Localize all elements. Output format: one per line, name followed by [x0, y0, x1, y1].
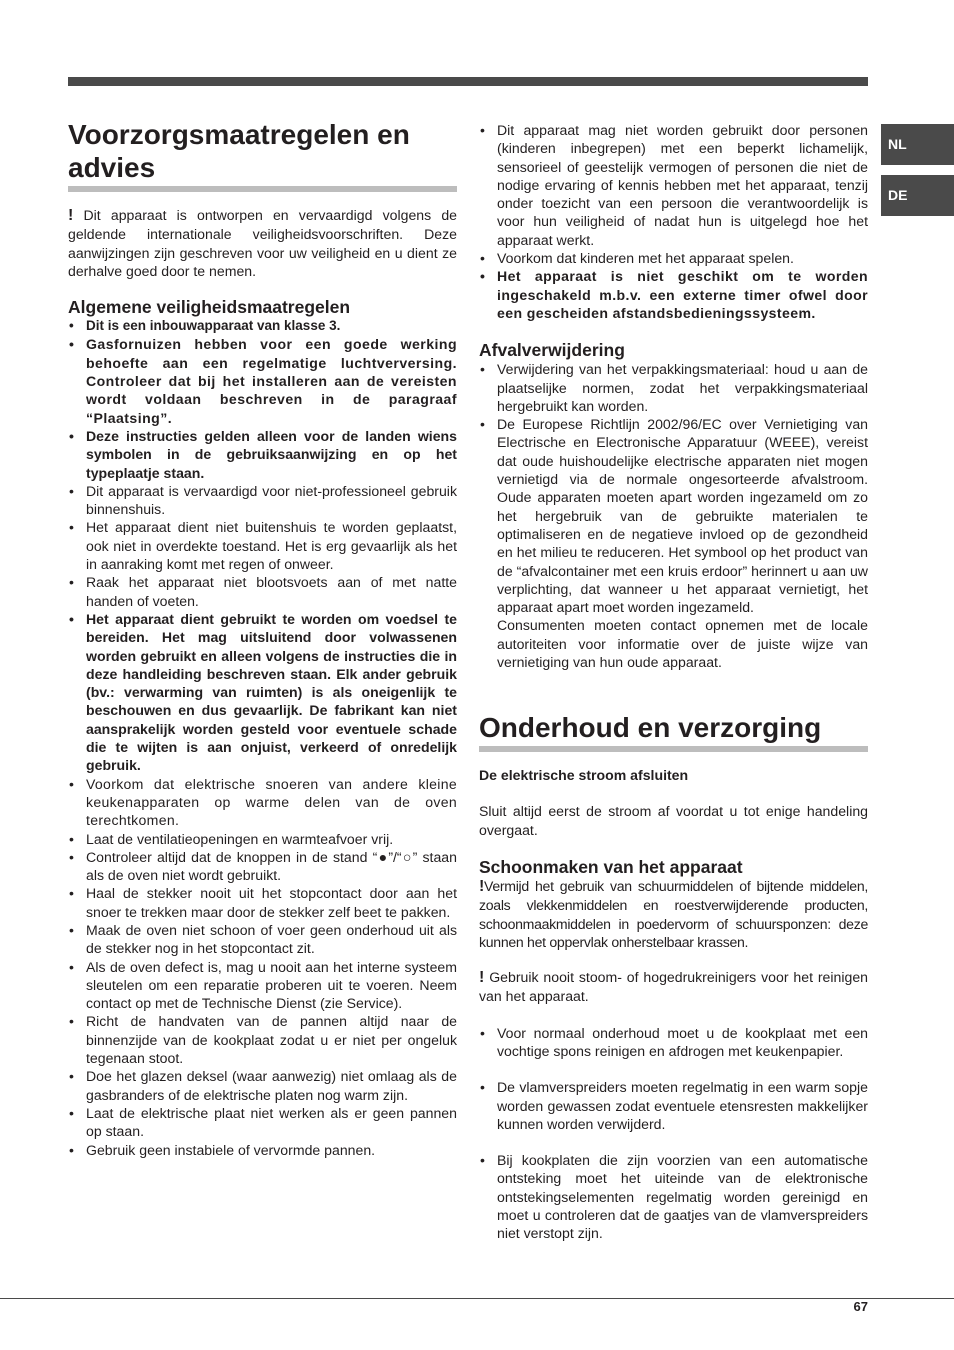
list-item: • Dit apparaat is vervaardigd voor niet-professioneel gebruik binnenshuis.	[68, 482, 457, 519]
list-item: • Raak het apparaat niet blootsvoets aan of met natte handen of voeten.	[68, 573, 457, 610]
list-item: • Het apparaat dient gebruikt te worden om voedsel te bereiden. Het mag uitsluitend door volwassenen worden gebruikt en alleen volgens de instructies die in deze handleiding beschreven staan. Elk ander gebruik (bv.: verwarming van ruimten) is als oneigenlijk te beschouwen en dus gevaarlijk. De fabrikant kan niet aansprakelijk worden gesteld voor eventuele schade die te wijten is aan onjuist, verkeerd of onredelijk gebruik.	[68, 610, 457, 775]
disposal-heading: Afvalverwijdering	[479, 340, 625, 361]
safety-intro: ! Dit apparaat is ontworpen en vervaardigd volgens de geldende internationale veiligheidsvoorschriften. Deze aanwijzingen zijn geschreven voor uw veiligheid en u dient ze derhalve goed door te nemen.	[68, 207, 457, 279]
list-item: • Gebruik geen instabiele of vervormde pannen.	[68, 1141, 457, 1159]
list-item: • Controleer altijd dat de knoppen in de stand “●”/“○” staan als de oven niet wordt gebruikt.	[68, 848, 457, 885]
list-item: • Gasfornuizen hebben voor een goede werking behoefte aan een regelmatige luchtverversing. Controleer dat bij het installeren aan de vereisten wordt voldaan beschreven in de paragraaf “Plaatsing”.	[68, 335, 457, 426]
list-item: • Verwijdering van het verpakkingsmateriaal: houd u aan de plaatselijke normen, zodat het verpakkingsmateriaal hergebruikt kan worden.	[479, 360, 868, 415]
list-item: • Het apparaat dient niet buitenshuis te worden geplaatst, ook niet in overdekte toestand. Het is erg gevaarlijk als het in aanraking komt met regen of onweer.	[68, 518, 457, 573]
page-number: 67	[853, 1299, 868, 1314]
disposal-list	[479, 360, 868, 616]
list-item: • Laat de elektrische plaat niet werken als er geen pannen op staan.	[68, 1104, 457, 1141]
right-column	[479, 121, 868, 1243]
list-item: • Haal de stekker nooit uit het stopcontact door aan het snoer te trekken maar door de stekker zelf beet te pakken.	[68, 884, 457, 921]
list-item: • Als de oven defect is, mag u nooit aan het interne systeem sleutelen om een reparatie proberen uit te voeren. Neem contact op met de Technische Dienst (zie Service).	[68, 958, 457, 1013]
warning-mark: !	[68, 207, 74, 224]
list-item: • Voorkom dat kinderen met het apparaat spelen.	[479, 249, 868, 267]
list-item: • De vlamverspreiders moeten regelmatig in een warm sopje worden gewassen zodat eventuele etensresten makkelijker kunnen worden verwijderd.	[479, 1078, 868, 1133]
bottom-rule	[0, 1298, 954, 1299]
list-item: • Bij kookplaten die zijn voorzien van een automatische ontsteking moet het uiteinde van de elektronische ontstekingselementen regelmatig worden gereinigd en moet u controleren dat de gaatjes van de vlamverspreiders niet verstopt zijn.	[479, 1151, 868, 1242]
power-off-text: Sluit altijd eerst de stroom af voordat u tot enige handeling overgaat.	[479, 803, 868, 838]
cleaning-warning-2: ! Gebruik nooit stoom- of hogedrukreinigers voor het reinigen van het apparaat.	[479, 969, 868, 1005]
safety-title: Voorzorgsmaatregelen en advies	[68, 118, 457, 192]
general-safety-heading: Algemene veiligheidsmaatregelen	[68, 297, 351, 318]
power-off-heading: De elektrische stroom afsluiten	[479, 767, 689, 784]
left-column	[68, 118, 457, 1159]
list-item: • Voor normaal onderhoud moet u de kookplaat met een vochtige spons reinigen en afdrogen met keukenpapier.	[479, 1024, 868, 1061]
list-item: • Doe het glazen deksel (waar aanwezig) niet omlaag als de gasbranders of de elektrische platen nog warm zijn.	[68, 1067, 457, 1104]
list-item: • Voorkom dat elektrische snoeren van andere kleine keukenapparaten op warme delen van de oven terechtkomen.	[68, 775, 457, 830]
list-item: • Deze instructies gelden alleen voor de landen wiens symbolen in de gebruiksaanwijzing en op het typeplaatje staan.	[68, 427, 457, 482]
cleaning-list	[479, 1024, 868, 1243]
list-item: • Maak de oven niet schoon of voer geen onderhoud uit als de stekker nog in het stopcontact zit.	[68, 921, 457, 958]
cleaning-heading: Schoonmaken van het apparaat	[479, 856, 743, 877]
disposal-note: Consumenten moeten contact opnemen met de locale autoriteiten voor informatie over de juiste wijze van vernietiging van hun oude apparaat.	[497, 617, 868, 671]
cleaning-warning-1: !Vermijd het gebruik van schuurmiddelen of bijtende middelen, zoals vlekkenmiddelen en roestverwijderende producten, schoonmaakmiddelen in poedervorm of schuursponzen: deze kunnen het oppervlak onherstelbaar krassen.	[479, 877, 868, 950]
list-item: • De Europese Richtlijn 2002/96/EC over Vernietiging van Electrische en Electronische Apparatuur (WEEE), vereist dat oude huishoudelijke electrische apparaten niet mogen vernietigd via de normale ongesorteerde afvalstroom. Oude apparaten moeten apart worden ingezameld om zo het hergebruik van de gebruikte materialen te optimaliseren en de negatieve invloed op de gezondheid en het milieu te reduceren. Het symbool op het product van de “afvalcontainer met een kruis erdoor” herinnert u aan uw verplichting, dat wanneer u het apparaat vernietigt, het apparaat apart moet worden ingezameld.	[479, 415, 868, 616]
language-tab-nl[interactable]: NL	[881, 124, 954, 165]
warning-mark: !	[479, 877, 485, 895]
safety-list-continued	[479, 121, 868, 322]
list-item: • Het apparaat is niet geschikt om te worden ingeschakeld m.b.v. een externe timer ofwel door een gescheiden afstandsbedieningssysteem.	[479, 267, 868, 322]
warning-mark: !	[479, 969, 485, 987]
general-safety-list	[68, 317, 457, 1159]
list-item: • Dit is een inbouwapparaat van klasse 3.	[68, 317, 457, 335]
list-item: • Richt de handvaten van de pannen altijd naar de binnenzijde van de kookplaat zodat u er niet per ongeluk tegenaan stoot.	[68, 1012, 457, 1067]
maintenance-title: Onderhoud en verzorging	[479, 711, 868, 752]
language-tab-de[interactable]: DE	[881, 175, 954, 216]
list-item: • Laat de ventilatieopeningen en warmteafvoer vrij.	[68, 830, 457, 848]
top-rule	[68, 77, 868, 86]
list-item: • Dit apparaat mag niet worden gebruikt door personen (kinderen inbegrepen) met een beperkt lichamelijk, sensorieel of geestelijk vermogen of personen die niet de nodige ervaring of kennis hebben met het apparaat, tenzij onder toezicht van een persoon die verantwoordelijk is voor hun veiligheid of nadat hun is uitgelegd hoe het apparaat werkt.	[479, 121, 868, 249]
